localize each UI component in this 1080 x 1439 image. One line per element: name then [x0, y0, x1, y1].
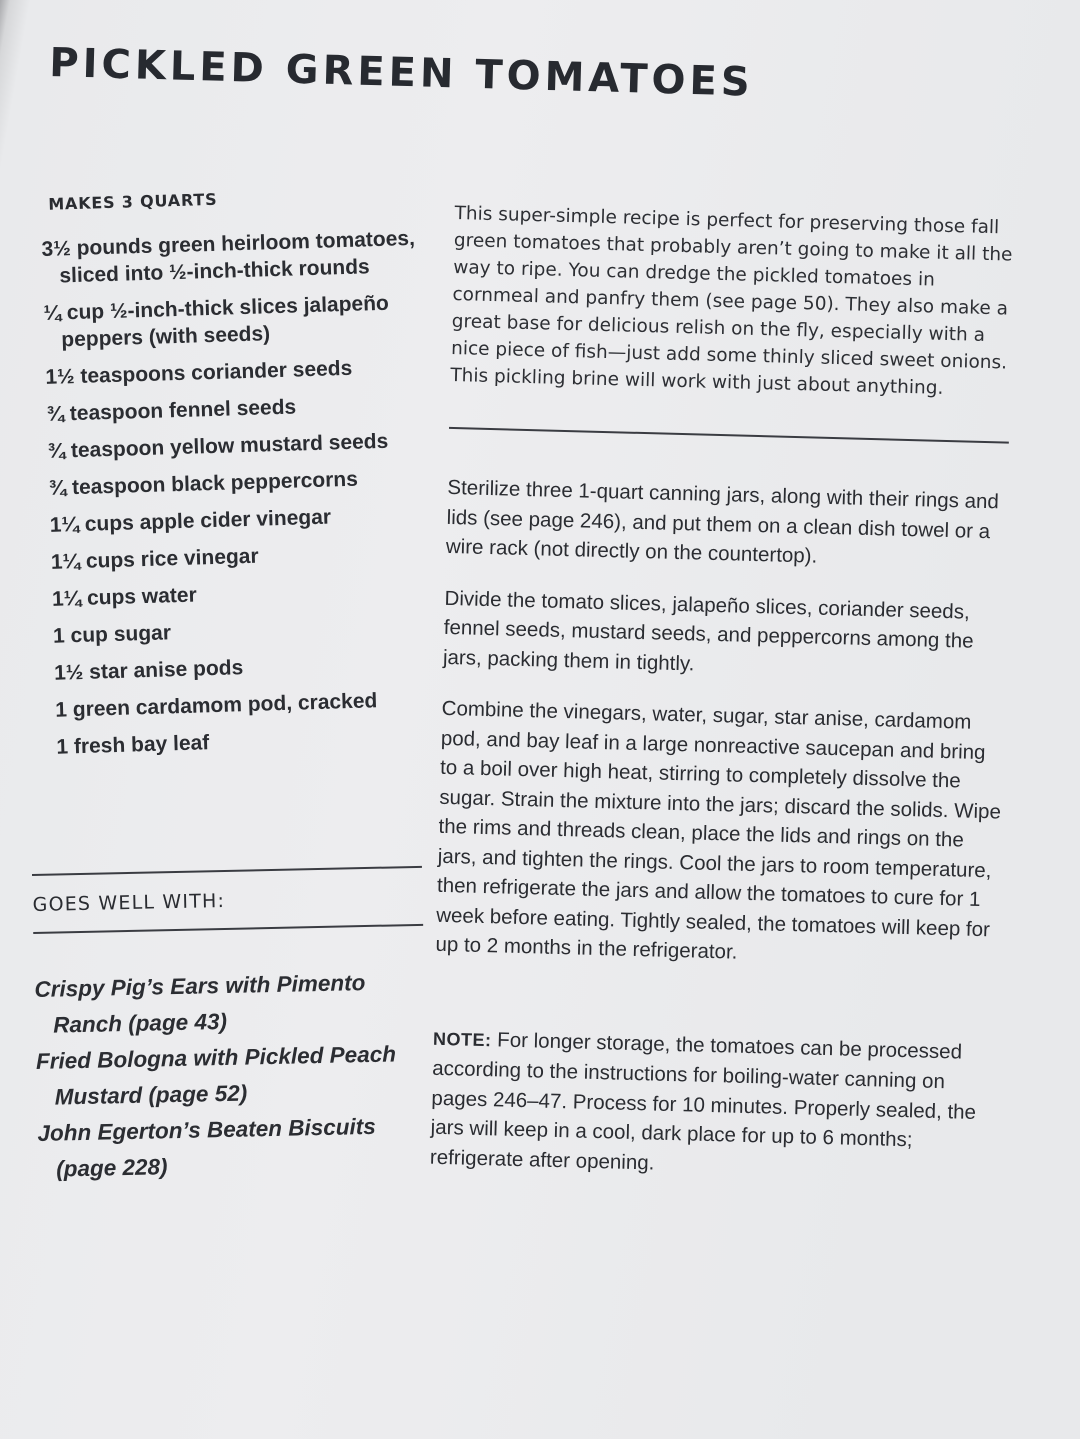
- ingredient-item: ¾ teaspoon yellow mustard seeds: [47, 429, 389, 463]
- method-step: Sterilize three 1-quart canning jars, along with their rings and lids (see page 246), and put them on a clean dish towel or a wire rack (not directly on the countertop).: [445, 475, 1000, 568]
- ingredient-item: 1 cup sugar: [52, 621, 172, 648]
- ingredient-list: [41, 225, 436, 761]
- ingredient-item: 1¼ cups apple cider vinegar: [49, 505, 332, 537]
- method-step: Divide the tomato slices, jalapeño slices, coriander seeds, fennel seeds, mustard seeds, and peppercorns among the jars, packing them in tightly.: [442, 586, 974, 675]
- recipe-title: PICKLED GREEN TOMATOES: [48, 40, 755, 106]
- ingredient-item: 1¼ cups water: [51, 583, 198, 611]
- pairing-item: John Egerton’s Beaten Biscuits (page 228): [37, 1113, 377, 1182]
- ingredient-item: ¾ teaspoon fennel seeds: [46, 395, 297, 426]
- ingredients-column: [40, 184, 437, 771]
- section-divider: [449, 427, 1009, 444]
- ingredient-item: ¼ cup ½-inch-thick slices jalapeño peppers (with seeds): [43, 291, 390, 352]
- ingredient-item: 1½ star anise pods: [53, 656, 244, 685]
- pairing-item: Crispy Pig’s Ears with Pimento Ranch (page 43): [34, 970, 366, 1038]
- ingredient-item: ¾ teaspoon black peppercorns: [48, 467, 359, 500]
- method-step: Combine the vinegars, water, sugar, star anise, cardamom pod, and bay leaf in a large nonreactive saucepan and bring to a boil over high heat, stirring to completely dissolve the sugar. Strain the mixture into the jars; discard the solids. Wipe the rims and threads clean, place the lids and rings on the jars, and tighten the rings. Cool the jars to room temperature, then refrigerate the jars and allow the tomatoes to cure for 1 week before eating. Tightly sealed, the tomatoes will keep for up to 2 months in the refrigerator.: [435, 696, 1002, 964]
- recipe-intro: This super-simple recipe is perfect for preserving those fall green tomatoes that probably aren’t going to make it all the way to ripe. You can dredge the pickled tomatoes in cornmeal and panfry them (see page 50). They also make a great base for delicious relish on the fly, especially with a nice piece of fish—just add some thinly sliced sweet onions. This pickling brine will work with just about anything.: [450, 202, 1013, 399]
- goes-well-with-section: [32, 866, 428, 1188]
- pairing-list: [34, 964, 428, 1188]
- recipe-note: [430, 1023, 999, 1186]
- note-text: For longer storage, the tomatoes can be processed according to the instructions for boiling-water canning on pages 246–47. Process for 10 minutes. Properly sealed, the jars will keep in a cool, dark place for up to 6 months; refrigerate after opening.: [429, 1027, 977, 1175]
- ingredient-item: 1 green cardamom pod, cracked: [54, 689, 378, 722]
- goes-well-with-heading: GOES WELL WITH:: [32, 889, 226, 916]
- method-column: [430, 200, 1020, 1186]
- ingredient-item: 1¼ cups rice vinegar: [50, 544, 259, 574]
- section-divider: [32, 866, 422, 876]
- pairing-item: Fried Bologna with Pickled Peach Mustard (page 52): [35, 1041, 397, 1110]
- section-divider: [33, 924, 423, 934]
- ingredient-item: 1½ teaspoons coriander seeds: [45, 356, 353, 389]
- recipe-yield: MAKES 3 QUARTS: [47, 189, 218, 214]
- ingredient-item: 3½ pounds green heirloom tomatoes, sliced into ½-inch-thick rounds: [41, 226, 416, 288]
- note-label: NOTE:: [432, 1028, 492, 1050]
- ingredient-item: 1 fresh bay leaf: [56, 731, 210, 759]
